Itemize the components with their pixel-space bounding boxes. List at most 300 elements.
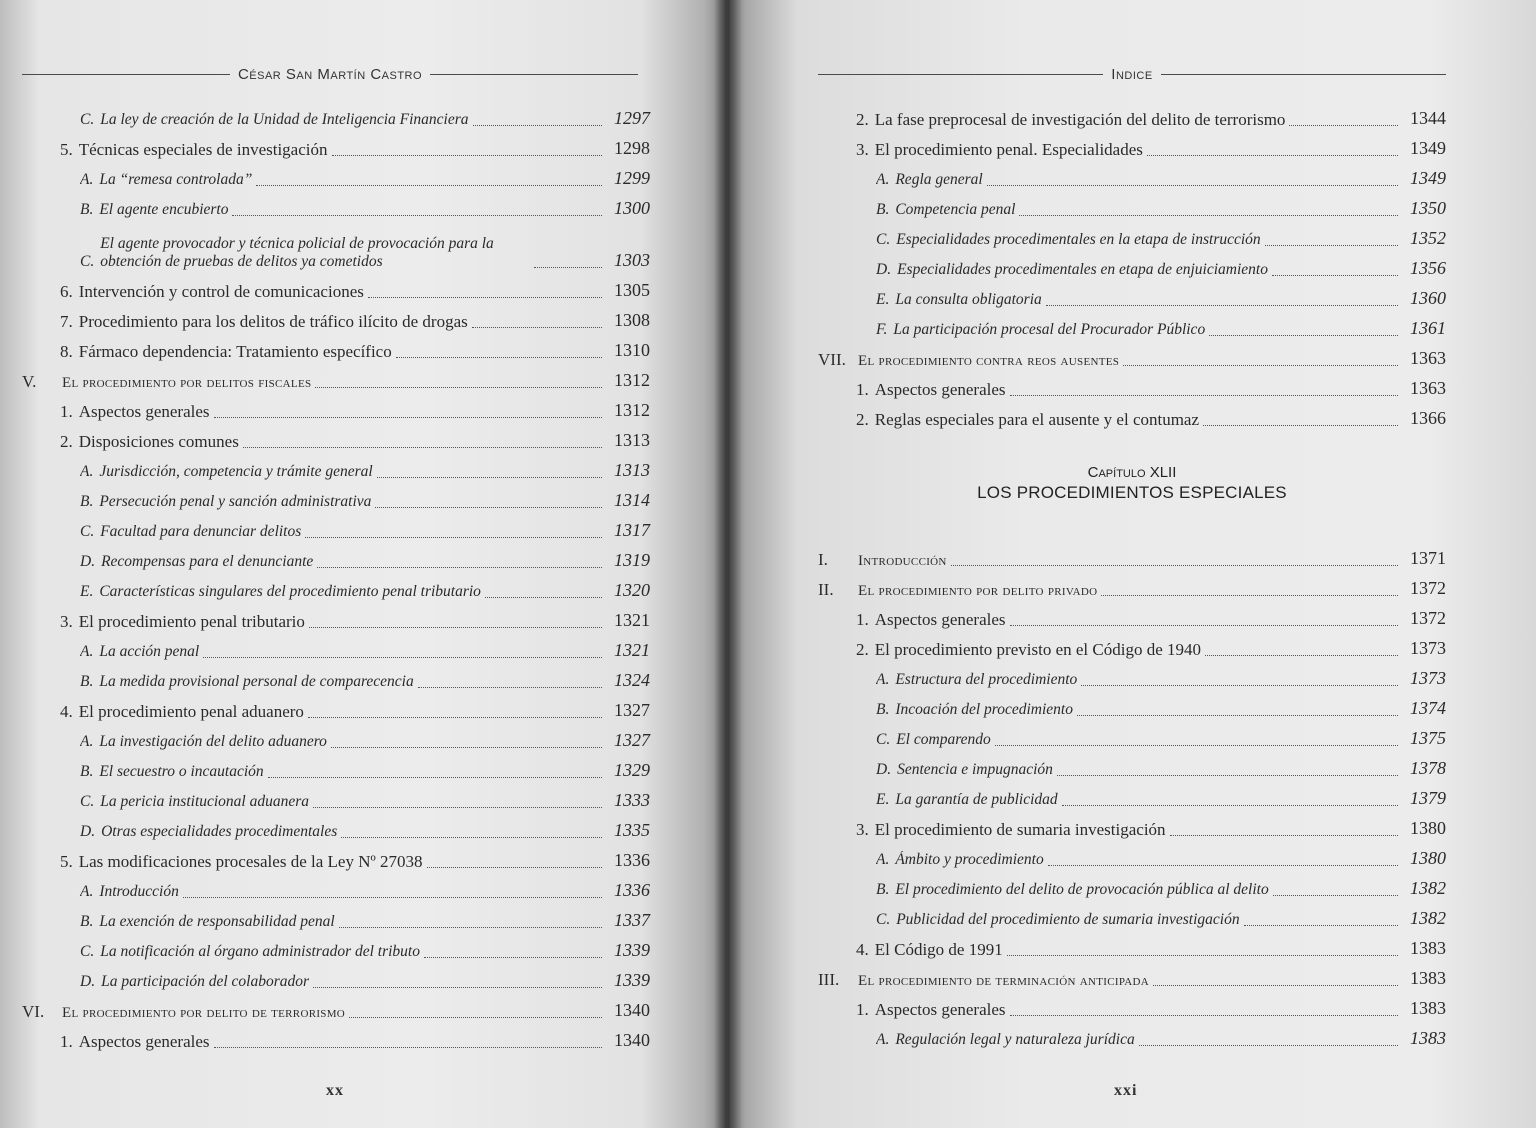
toc-entry	[818, 280, 1446, 310]
dot-leader	[424, 957, 602, 958]
toc-entry	[22, 392, 650, 422]
toc-entry	[22, 842, 650, 872]
toc-entry-label: 4.	[856, 939, 869, 959]
toc-entry-title: Recompensas para el denunciante	[101, 553, 314, 571]
toc-entry-label: 2.	[856, 639, 869, 659]
toc-entry	[22, 902, 650, 932]
toc-entry-page: 1299	[614, 168, 650, 189]
toc-entry-label: B.	[80, 763, 94, 781]
toc-entry-title: Técnicas especiales de investigación	[78, 139, 328, 159]
dot-leader	[987, 185, 1398, 186]
toc-entry-title: El procedimiento por delito de terrorismo	[62, 1005, 346, 1021]
toc-entry-label: 1.	[856, 379, 869, 399]
dot-leader	[183, 897, 602, 898]
dot-leader	[1101, 595, 1398, 596]
dot-leader	[315, 387, 602, 388]
running-head-left	[22, 62, 638, 86]
dot-leader	[418, 687, 602, 688]
toc-entry-title: La participación procesal del Procurador Público	[893, 321, 1206, 339]
toc-entry-title: El Código de 1991	[874, 939, 1003, 959]
dot-leader	[308, 717, 602, 718]
toc-entry-label: B.	[80, 913, 94, 931]
dot-leader	[1289, 125, 1398, 126]
toc-entry-page: 1329	[614, 760, 650, 781]
right-page	[728, 0, 1536, 1128]
toc-entry	[818, 990, 1446, 1020]
toc-entry-label: C.	[80, 111, 95, 129]
dot-leader	[1205, 655, 1398, 656]
dot-leader	[485, 597, 602, 598]
running-head-right	[818, 62, 1446, 86]
toc-entry	[818, 750, 1446, 780]
toc-entry-title: La acción penal	[99, 643, 200, 661]
toc-entry-label: C.	[876, 231, 891, 249]
dot-leader	[214, 1047, 602, 1048]
dot-leader	[1057, 775, 1398, 776]
dot-leader	[1077, 715, 1398, 716]
toc-entry-page: 1339	[614, 970, 650, 991]
toc-entry-title: El comparendo	[896, 731, 991, 749]
toc-entry-title: Especialidades procedimentales en etapa de enjuiciamiento	[897, 261, 1268, 279]
toc-entry	[818, 930, 1446, 960]
toc-entry-label: I.	[818, 549, 828, 569]
toc-entry-page: 1327	[614, 700, 650, 721]
toc-entry-page: 1382	[1410, 908, 1446, 929]
toc-entry-page: 1349	[1410, 138, 1446, 159]
dot-leader	[473, 125, 602, 126]
toc-entry-label: B.	[876, 201, 890, 219]
toc-entry-title: Aspectos generales	[874, 999, 1006, 1019]
toc-entry-page: 1382	[1410, 878, 1446, 899]
toc-entry	[818, 370, 1446, 400]
toc-entry	[818, 400, 1446, 430]
toc-entry-label: A.	[80, 463, 94, 481]
dot-leader	[332, 155, 603, 156]
toc-entry-page: 1363	[1410, 378, 1446, 399]
toc-entry-title: La medida provisional personal de comparecencia	[99, 673, 414, 691]
toc-entry-label: C.	[876, 731, 891, 749]
toc-entry-page: 1350	[1410, 198, 1446, 219]
toc-entry-label: 6.	[60, 281, 73, 301]
toc-entry-title: La pericia institucional aduanera	[100, 793, 310, 811]
chapter-number: Capítulo XLII	[1087, 464, 1177, 481]
toc-entry	[22, 992, 650, 1022]
dot-leader	[1203, 425, 1398, 426]
toc-entry	[818, 900, 1446, 930]
toc-entry-title: Otras especialidades procedimentales	[101, 823, 338, 841]
toc-entry	[818, 1020, 1446, 1050]
dot-leader	[256, 185, 602, 186]
toc-entry-title: La fase preprocesal de investigación del delito de terrorismo	[874, 109, 1286, 129]
toc-entry-page: 1372	[1410, 578, 1446, 599]
dot-leader	[339, 927, 602, 928]
toc-entry-page: 1300	[614, 198, 650, 219]
toc-entry-page: 1336	[614, 850, 650, 871]
toc-entry-page: 1324	[614, 670, 650, 691]
dot-leader	[243, 447, 602, 448]
toc-right-bottom	[818, 540, 1446, 1050]
toc-entry-title: Disposiciones comunes	[78, 431, 239, 451]
toc-entry-label: B.	[876, 701, 890, 719]
toc-entry-page: 1336	[614, 880, 650, 901]
toc-entry-label: III.	[818, 969, 840, 989]
toc-entry-page: 1380	[1410, 848, 1446, 869]
toc-entry-page: 1373	[1410, 638, 1446, 659]
toc-entry	[818, 630, 1446, 660]
toc-entry-title: El agente provocador y técnica policial de provocación para la obtención de pruebas de delitos ya cometidos	[100, 234, 494, 271]
toc-entry-page: 1349	[1410, 168, 1446, 189]
toc-entry-label: D.	[876, 261, 892, 279]
toc-entry	[22, 482, 650, 512]
toc-entry-label: E.	[80, 583, 94, 601]
toc-entry-title: Fármaco dependencia: Tratamiento específico	[78, 341, 392, 361]
dot-leader	[368, 297, 602, 298]
toc-entry-label: 8.	[60, 341, 73, 361]
toc-entry	[818, 570, 1446, 600]
toc-entry-label: A.	[876, 171, 890, 189]
toc-entry-page: 1319	[614, 550, 650, 571]
dot-leader	[349, 1017, 602, 1018]
toc-entry-label: 1.	[856, 999, 869, 1019]
toc-left	[22, 100, 650, 1052]
toc-entry	[22, 160, 650, 190]
toc-entry-page: 1383	[1410, 938, 1446, 959]
toc-entry-title: La investigación del delito aduanero	[99, 733, 327, 751]
running-head-author: César San Martín Castro	[237, 65, 423, 83]
toc-entry-label: A.	[80, 643, 94, 661]
toc-entry-label: 4.	[60, 701, 73, 721]
dot-leader	[309, 627, 602, 628]
toc-entry-page: 1339	[614, 940, 650, 961]
toc-entry-label: 2.	[60, 431, 73, 451]
toc-entry-label: E.	[876, 791, 890, 809]
header-rule	[22, 74, 230, 75]
toc-entry-title: El procedimiento penal tributario	[78, 611, 305, 631]
toc-entry-page: 1298	[614, 138, 650, 159]
toc-entry-title: Las modificaciones procesales de la Ley Nº 27038	[78, 851, 423, 871]
toc-entry-page: 1371	[1410, 548, 1446, 569]
toc-entry-page: 1321	[614, 610, 650, 631]
toc-entry	[22, 872, 650, 902]
toc-entry-page: 1356	[1410, 258, 1446, 279]
dot-leader	[1244, 925, 1398, 926]
toc-entry-page: 1310	[614, 340, 650, 361]
toc-entry-title: La garantía de publicidad	[895, 791, 1058, 809]
toc-entry-title: La “remesa controlada”	[99, 171, 253, 189]
toc-entry-label: II.	[818, 579, 834, 599]
toc-entry-page: 1378	[1410, 758, 1446, 779]
toc-entry-page: 1333	[614, 790, 650, 811]
dot-leader	[1048, 865, 1398, 866]
toc-entry-label: 1.	[856, 609, 869, 629]
dot-leader	[995, 745, 1398, 746]
header-rule	[818, 74, 1103, 75]
toc-entry	[22, 332, 650, 362]
toc-entry-title: Procedimiento para los delitos de tráfico ilícito de drogas	[78, 311, 468, 331]
toc-entry-title: Jurisdicción, competencia y trámite general	[99, 463, 373, 481]
toc-entry-page: 1321	[614, 640, 650, 661]
toc-entry-label: A.	[80, 171, 94, 189]
dot-leader	[1139, 1045, 1398, 1046]
toc-entry-label: 1.	[60, 401, 73, 421]
dot-leader	[341, 837, 602, 838]
toc-entry-label: D.	[80, 973, 96, 991]
toc-entry-title: Persecución penal y sanción administrativa	[99, 493, 372, 511]
toc-entry-page: 1327	[614, 730, 650, 751]
toc-entry-page: 1314	[614, 490, 650, 511]
header-rule	[1161, 74, 1446, 75]
toc-entry	[818, 540, 1446, 570]
toc-entry-page: 1340	[614, 1000, 650, 1021]
toc-entry-title: Aspectos generales	[78, 401, 210, 421]
toc-entry	[818, 130, 1446, 160]
toc-entry-label: C.	[80, 943, 95, 961]
toc-entry-title: El procedimiento penal aduanero	[78, 701, 304, 721]
dot-leader	[232, 215, 602, 216]
toc-entry	[22, 362, 650, 392]
dot-leader	[1147, 155, 1398, 156]
toc-entry	[818, 160, 1446, 190]
dot-leader	[534, 267, 602, 268]
toc-entry	[818, 310, 1446, 340]
chapter-heading	[818, 464, 1446, 503]
toc-entry-page: 1383	[1410, 1028, 1446, 1049]
toc-entry-label: 1.	[60, 1031, 73, 1051]
toc-entry-label: 5.	[60, 139, 73, 159]
dot-leader	[1081, 685, 1398, 686]
toc-entry-title: Incoación del procedimiento	[895, 701, 1073, 719]
toc-entry-label: 2.	[856, 409, 869, 429]
toc-entry	[818, 810, 1446, 840]
toc-entry	[818, 340, 1446, 370]
toc-entry-label: B.	[80, 201, 94, 219]
toc-entry-title: Regla general	[895, 171, 983, 189]
toc-entry-page: 1383	[1410, 998, 1446, 1019]
toc-entry	[22, 692, 650, 722]
book-gutter	[714, 0, 742, 1128]
toc-entry-title: Publicidad del procedimiento de sumaria investigación	[896, 911, 1240, 929]
dot-leader	[1272, 275, 1398, 276]
toc-entry	[22, 782, 650, 812]
toc-entry	[22, 572, 650, 602]
toc-entry-title: Reglas especiales para el ausente y el contumaz	[874, 409, 1200, 429]
chapter-title: LOS PROCEDIMIENTOS ESPECIALES	[977, 483, 1287, 502]
toc-entry-title: Regulación legal y naturaleza jurídica	[895, 1031, 1135, 1049]
toc-entry-label: VII.	[818, 349, 846, 369]
dot-leader	[1062, 805, 1398, 806]
toc-entry-title: El procedimiento de terminación anticipada	[858, 973, 1149, 989]
toc-entry-title: El procedimiento por delitos fiscales	[62, 375, 312, 391]
toc-entry	[22, 722, 650, 752]
dot-leader	[1010, 395, 1398, 396]
toc-entry	[22, 632, 650, 662]
toc-entry-title: Facultad para denunciar delitos	[100, 523, 302, 541]
dot-leader	[1123, 365, 1398, 366]
toc-entry-page: 1361	[1410, 318, 1446, 339]
toc-entry-label: A.	[80, 883, 94, 901]
toc-entry-page: 1337	[614, 910, 650, 931]
running-head-index: Indice	[1111, 65, 1153, 83]
toc-entry-title: El procedimiento de sumaria investigación	[874, 819, 1166, 839]
left-page	[0, 0, 728, 1128]
toc-entry-page: 1312	[614, 400, 650, 421]
dot-leader	[427, 867, 603, 868]
toc-entry	[818, 690, 1446, 720]
toc-entry-title: Especialidades procedimentales en la etapa de instrucción	[896, 231, 1261, 249]
toc-entry-label: B.	[80, 673, 94, 691]
toc-entry-page: 1340	[614, 1030, 650, 1051]
toc-entry-label: D.	[80, 553, 96, 571]
toc-entry-label: A.	[876, 851, 890, 869]
toc-entry	[22, 602, 650, 632]
toc-entry-label: A.	[80, 733, 94, 751]
toc-entry-title: La exención de responsabilidad penal	[99, 913, 335, 931]
toc-entry	[22, 1022, 650, 1052]
dot-leader	[1209, 335, 1398, 336]
toc-entry-label: C.	[80, 793, 95, 811]
dot-leader	[396, 357, 602, 358]
toc-entry-label: F.	[876, 321, 888, 339]
toc-entry-page: 1313	[614, 460, 650, 481]
toc-entry-title: Aspectos generales	[874, 609, 1006, 629]
toc-entry-page: 1312	[614, 370, 650, 391]
toc-entry	[818, 250, 1446, 280]
dot-leader	[268, 777, 602, 778]
dot-leader	[472, 327, 602, 328]
toc-entry	[818, 100, 1446, 130]
toc-entry-title: Introducción	[858, 553, 947, 569]
dot-leader	[313, 987, 602, 988]
toc-entry-page: 1374	[1410, 698, 1446, 719]
dot-leader	[377, 477, 602, 478]
toc-entry-label: A.	[876, 1031, 890, 1049]
toc-entry-page: 1303	[614, 250, 650, 271]
toc-entry-title: La ley de creación de la Unidad de Inteligencia Financiera	[100, 111, 469, 129]
toc-entry-page: 1335	[614, 820, 650, 841]
dot-leader	[1019, 215, 1398, 216]
toc-entry	[22, 812, 650, 842]
toc-entry-page: 1344	[1410, 108, 1446, 129]
toc-entry-label: D.	[80, 823, 96, 841]
toc-entry-title: La consulta obligatoria	[895, 291, 1042, 309]
toc-entry-title: Introducción	[99, 883, 179, 901]
toc-entry-title: El procedimiento del delito de provocación pública al delito	[895, 881, 1269, 899]
toc-entry-page: 1363	[1410, 348, 1446, 369]
toc-entry-label: C.	[80, 253, 95, 271]
toc-entry-title: El procedimiento por delito privado	[858, 583, 1098, 599]
toc-entry-title: Estructura del procedimiento	[895, 671, 1078, 689]
toc-entry-page: 1308	[614, 310, 650, 331]
toc-entry	[818, 220, 1446, 250]
page-number-right: xxi	[1114, 1082, 1138, 1099]
toc-entry-page: 1352	[1410, 228, 1446, 249]
toc-entry-page: 1320	[614, 580, 650, 601]
toc-entry-label: V.	[22, 371, 37, 391]
toc-entry-label: 5.	[60, 851, 73, 871]
toc-entry	[818, 190, 1446, 220]
toc-entry-title: Competencia penal	[895, 201, 1016, 219]
dot-leader	[1170, 835, 1398, 836]
toc-entry-title: Aspectos generales	[874, 379, 1006, 399]
toc-entry-page: 1313	[614, 430, 650, 451]
toc-entry-title: Características singulares del procedimiento penal tributario	[99, 583, 481, 601]
dot-leader	[1010, 625, 1398, 626]
toc-entry-label: C.	[876, 911, 891, 929]
dot-leader	[951, 565, 1398, 566]
toc-entry	[22, 962, 650, 992]
toc-entry-page: 1373	[1410, 668, 1446, 689]
toc-entry-page: 1375	[1410, 728, 1446, 749]
toc-entry-label: C.	[80, 523, 95, 541]
toc-entry-page: 1380	[1410, 818, 1446, 839]
toc-entry-title: La notificación al órgano administrador del tributo	[100, 943, 420, 961]
toc-entry	[22, 272, 650, 302]
toc-entry	[22, 130, 650, 160]
dot-leader	[1265, 245, 1398, 246]
toc-entry	[22, 932, 650, 962]
page-number-left: xx	[326, 1082, 344, 1099]
toc-entry-title: El secuestro o incautación	[99, 763, 264, 781]
toc-entry-page: 1366	[1410, 408, 1446, 429]
toc-entry	[818, 960, 1446, 990]
toc-entry-label: 3.	[60, 611, 73, 631]
toc-entry-title: La participación del colaborador	[101, 973, 310, 991]
toc-entry	[818, 870, 1446, 900]
dot-leader	[1010, 1015, 1398, 1016]
dot-leader	[1153, 985, 1398, 986]
toc-entry-title: Intervención y control de comunicaciones	[78, 281, 364, 301]
toc-entry-title: Aspectos generales	[78, 1031, 210, 1051]
toc-entry-title: El procedimiento contra reos ausentes	[858, 353, 1120, 369]
dot-leader	[1046, 305, 1398, 306]
toc-entry	[22, 422, 650, 452]
dot-leader	[313, 807, 602, 808]
toc-entry-page: 1379	[1410, 788, 1446, 809]
dot-leader	[305, 537, 602, 538]
toc-entry	[22, 452, 650, 482]
toc-entry-label: E.	[876, 291, 890, 309]
toc-entry-label: 3.	[856, 139, 869, 159]
toc-entry	[22, 512, 650, 542]
toc-entry	[22, 100, 650, 130]
toc-entry	[818, 840, 1446, 870]
dot-leader	[331, 747, 602, 748]
toc-entry-title: Ámbito y procedimiento	[895, 851, 1044, 869]
toc-entry-page: 1383	[1410, 968, 1446, 989]
toc-entry-label: VI.	[22, 1001, 45, 1021]
toc-entry-label: 7.	[60, 311, 73, 331]
toc-right-top	[818, 100, 1446, 430]
toc-entry	[22, 190, 650, 220]
toc-entry-label: A.	[876, 671, 890, 689]
toc-entry	[22, 752, 650, 782]
dot-leader	[203, 657, 602, 658]
toc-entry-page: 1305	[614, 280, 650, 301]
toc-entry	[818, 600, 1446, 630]
toc-entry-title: El procedimiento previsto en el Código de 1940	[874, 639, 1201, 659]
toc-entry-page: 1317	[614, 520, 650, 541]
toc-entry	[818, 720, 1446, 750]
toc-entry	[818, 780, 1446, 810]
toc-entry-title: El procedimiento penal. Especialidades	[874, 139, 1143, 159]
toc-entry-page: 1297	[614, 108, 650, 129]
toc-entry-title: Sentencia e impugnación	[897, 761, 1053, 779]
toc-entry	[22, 220, 650, 272]
toc-entry-label: B.	[80, 493, 94, 511]
dot-leader	[317, 567, 602, 568]
toc-entry	[22, 542, 650, 572]
toc-entry	[22, 302, 650, 332]
